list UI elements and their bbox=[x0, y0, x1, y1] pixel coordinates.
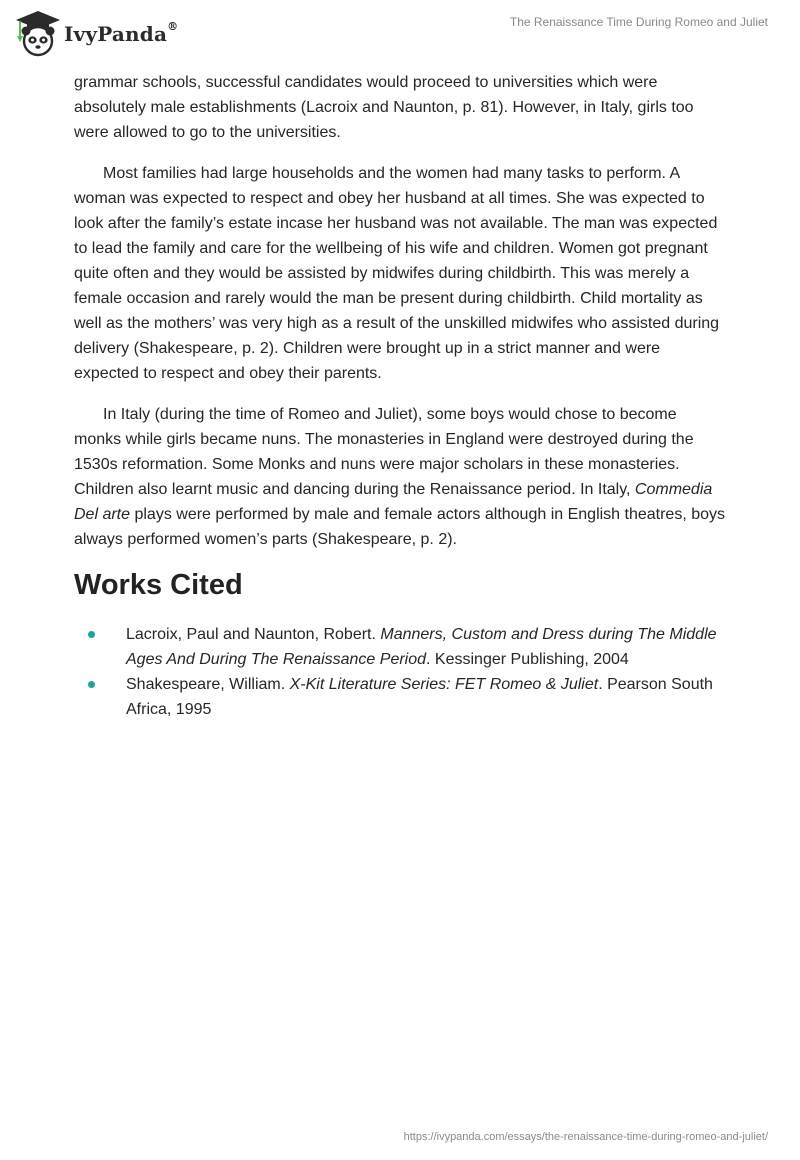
paragraph-3: In Italy (during the time of Romeo and Juliet), some boys would chose to become monks while girls became nuns. The monasteries in England were destroyed during the 1530s reformation. Some Monks and nuns were major scholars in these monasteries. Children also learnt music and dancing during the Renaissance period. In Italy, Commedia Del arte plays were performed by male and female actors although in English theatres, boys always performed women’s parts (Shakespeare, p. 2). bbox=[74, 406, 726, 548]
paragraph-2: Most families had large households and the women had many tasks to perform. A woman was expected to respect and obey her husband at all times. She was expected to look after the family’s estate incase her husband was not available. The man was expected to lead the family and care for the wellbeing of his wife and children. Women got pregnant quite often and they would be assisted by midwifes during childbirth. This was merely a female occasion and rarely would the man be present during childbirth. Child mortality as well as the mothers’ was very high as a result of the unskilled midwifes who assisted during delivery (Shakespeare, p. 2). Children were brought up in a strict manner and were expected to respect and obey their parents. bbox=[74, 165, 720, 382]
bullet-icon bbox=[88, 681, 95, 688]
citation-item: Lacroix, Paul and Naunton, Robert. Manners, Custom and Dress during The Middle Ages And During The Renaissance Period. Kessinger Publishing, 2004 bbox=[74, 622, 726, 672]
works-cited-list bbox=[74, 622, 726, 722]
source-url-link[interactable]: https://ivypanda.com/essays/the-renaissance-time-during-romeo-and-juliet/ bbox=[403, 1131, 768, 1143]
brand-name: IvyPanda® bbox=[64, 20, 179, 46]
panda-graduate-icon bbox=[14, 9, 62, 57]
paragraph-1: grammar schools, successful candidates would proceed to universities which were absolutely male establishments (Lacroix and Naunton, p. 81). However, in Italy, girls too were allowed to go to the universities. bbox=[74, 74, 694, 141]
document-title: The Renaissance Time During Romeo and Juliet bbox=[509, 15, 768, 29]
site-logo[interactable] bbox=[14, 8, 62, 58]
citation-item: Shakespeare, William. X-Kit Literature Series: FET Romeo & Juliet. Pearson South Africa, 1995 bbox=[74, 672, 726, 722]
page-header bbox=[0, 0, 800, 64]
essay-content bbox=[74, 70, 726, 722]
works-cited-heading: Works Cited bbox=[74, 569, 243, 601]
bullet-icon bbox=[88, 631, 95, 638]
